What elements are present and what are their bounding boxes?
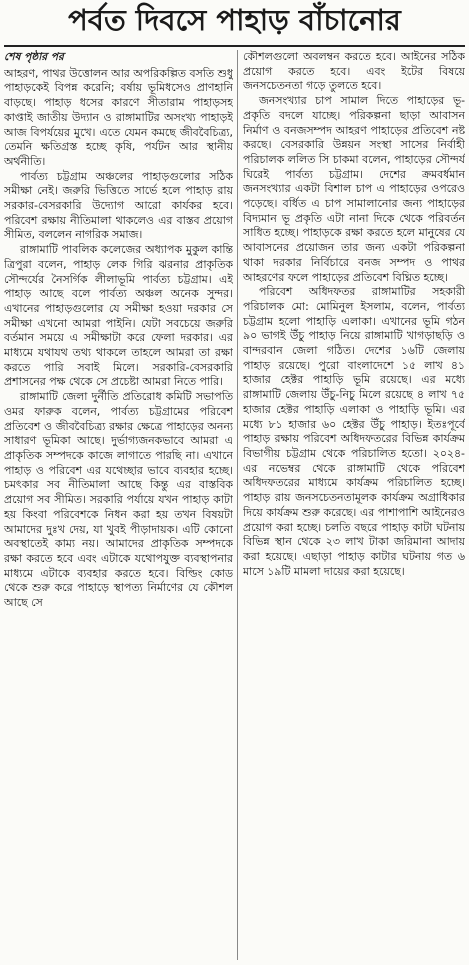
paragraph: পার্বত্য চট্টগ্রাম অঞ্চলের পাহাড়গুলোর সঠিক সমীক্ষা নেই। জরুরি ভিত্তিতে সার্ভে হলে পাহাড় রায় সরকার-বেসরকারি উদ্যোগ আরো কার্যকর হবে। পরিবেশ রক্ষায় নীতিমালা থাকলেও এর বাস্তব প্রয়োগ সীমিত, বললেন নাগরিক সমাজ। [4,169,233,242]
paragraph: পরিবেশ অধিদফতর রাঙ্গামাটির সহকারী পরিচালক মো: মোমিনুল ইসলাম, বলেন, পার্বত্য চট্টগ্রাম হলো পাহাড়ি এলাকা। এখানের ভূমি গঠন ৯০ ভাগই উঁচু পাহাড় নিয়ে রাঙ্গামাটি খাগড়াছড়ি ও বান্দরবান জেলা গঠিত। দেশের ১৬টি জেলায় পাহাড় রয়েছে। পুরো বাংলাদেশে ১৫ লাখ ৪১ হাজার হেক্টর পাহাড়ি ভূমি রয়েছে। এর মধ্যে রাঙ্গামাটি জেলায় উঁচু-নিচু মিলে রয়েছে ৪ লাখ ৭৫ হাজার হেক্টর পাহাড়ি এলাকা ও পাহাড়ি ভূমি। এর মধ্যে ৮১ হাজার ৬০ হেক্টর উঁচু পাহাড়। ইতঃপূর্বে পাহাড় রক্ষায় পরিবেশ অধিদফতরের বিভিন্ন কার্যক্রম বিভাগীয় চট্টগ্রাম থেকে পরিচালিত হতো। ২০২৪-এর নভেম্বর থেকে রাঙ্গামাটি থেকে পরিবেশ অধিদফতরের মাধ্যমে কার্যক্রম পরিচালিত হচ্ছে। পাহাড় রায় জনসচেতনতামূলক কার্যক্রম অগ্রাধিকার দিয়ে কার্যক্রম শুরু করেছে। এর পাশাপাশি আইনেরও প্রয়োগ করা হচ্ছে। চলতি বছরে পাহাড় কাটা ঘটনায় বিভিন্ন স্থান থেকে ২৩ লাখ টাকা জরিমানা আদায় করা হয়েছে। এছাড়া পাহাড় কাটার ঘটনায় গত ৬ মাসে ১৯টি মামলা দায়ের করা হয়েছে। [243,285,465,578]
headline-rule [4,45,465,47]
column-divider [237,50,238,960]
continued-from-label: শেষ পৃষ্ঠার পর [4,51,64,63]
paragraph: রাঙ্গামাটি জেলা দুর্নীতি প্রতিরোধ কমিটি সভাপতি ওমর ফারুক বলেন, পার্বত্য চট্টগ্রামের পরিবেশ প্রতিবেশ ও জীববৈচিত্র্য রক্ষার ক্ষেত্রে পাহাড়ের অনন্য সাধারণ ভূমিকা আছে। দুর্ভাগ্যজনকভাবে আমরা এ প্রাকৃতিক সম্পদকে কাজে লাগাতে পারছি না। এখানে পাহাড় ও পরিবেশ এর যথেচ্ছার ভাবে ব্যবহার হচ্ছে। চমৎকার সব নীতিমালা আছে কিন্তু এর বাস্তবিক প্রয়োগ সব সীমিত। সরকারি পর্যায়ে যখন পাহাড় কাটা হয় কিংবা পরিবেশকে নিধন করা হয় তখন বিষয়টা আমাদের দুঃখ দেয়, যা খুবই পীড়াদায়ক। এটি কোনো অবস্থাতেই কাম্য নয়। আমাদের প্রাকৃতিক সম্পদকে রক্ষা করতে হবে এবং এটাকে যথোপযুক্ত ব্যবস্থাপনার মাধ্যমে এটাকে ব্যবহার করতে হবে। বিল্ডিং কোড থেকে শুরু করে পাহাড়ে স্থাপত্য নির্মাণের যে কৌশল আছে সে [4,390,233,610]
paragraph: কৌশলগুলো অবলম্বন করতে হবে। আইনের সঠিক প্রয়োগ করতে হবে। এবং ইটের বিষয়ে জনসচেতনতা গড়ে তুলতে হবে। [243,50,465,93]
article-column-right [243,50,465,962]
paragraph: রাঙ্গামাটি পাবলিক কলেজের অধ্যাপক মুকুল কান্তি ত্রিপুরা বলেন, পাহাড় লেক গিরি ঝরনার প্রাকৃতিক সৌন্দর্যের নৈসর্গিক লীলাভূমি পার্বত্য চট্টগ্রাম। এই পাহাড় আছে বলে পার্বত্য অঞ্চল অনেক সুন্দর। এখানের পাহাড়গুলোর যে সমীক্ষা হওয়া দরকার সে সমীক্ষা এখনো আমরা পাইনি। যেটা সবচেয়ে জরুরি বর্তমান সময়ে এ সমীক্ষাটা করে ফেলা দরকার। এর মাধ্যমে যথাযথ তথ্য থাকলে তাহলে আমরা তা রক্ষা করতে পারি সবাই মিলে। সরকারি-বেসরকারি প্রশাসনের পক্ষ থেকে সে প্রচেষ্টা আমরা নিতে পারি। [4,243,233,389]
paragraph: জনসংখ্যার চাপ সামাল দিতে পাহাড়ের ভূ-প্রকৃতি বদলে যাচ্ছে। পরিকল্পনা ছাড়া আবাসন নির্মাণ ও বনজসম্পদ আহরণ পাহাড়ের প্রতিবেশ নষ্ট করছে। বেসরকারি উন্নয়ন সংস্থা সাসের নির্বাহী পরিচালক ললিত সি চাকমা বলেন, পাহাড়ের সৌন্দর্য ঘিরেই পার্বত্য চট্টগ্রাম। দেশের ক্রমবর্ধমান জনসংখ্যার একটা বিশাল চাপ এ পাহাড়ের ওপরেও পড়েছে। বর্ধিত এ চাপ সামালানোর জন্য পাহাড়ের বিদ্যমান ভূ প্রকৃতি এটা নানা দিকে থেকে পরিবর্তন সাধিত হচ্ছে। পাহাড়কে রক্ষা করতে হলে মানুষের যে আবাসনের প্রয়োজন তার জন্য একটা পরিকল্পনা থাকা দরকার নির্বিচারে বনজ সম্পদ ও পাথর আহরণের ফলে পাহাড়ের প্রতিবেশ বিঘ্নিত হচ্ছে। [243,94,465,284]
article-column-left [4,50,233,962]
paragraph: আহরণ, পাথর উত্তোলন আর অপরিকল্পিত বসতি শুধু পাহাড়কেই বিপন্ন করেনি; বর্ষায় ভূমিধসেও প্রাণহানি বাড়ছে। পাহাড় ধসের কারণে সীতারাম পাহাড়সহ কাপ্তাই জাতীয় উদ্যান ও রাঙ্গামাটির অসংখ্য পাহাড়ই আজ বিপর্যয়ের মুখে। এতে যেমন কমছে জীববৈচিত্র্য, তেমনি ক্ষতিগ্রস্ত হচ্ছে কৃষি, পর্যটন আর স্থানীয় অর্থনীতি। [4,66,233,168]
headline: পর্বত দিবসে পাহাড় বাঁচানোর [68,2,401,37]
